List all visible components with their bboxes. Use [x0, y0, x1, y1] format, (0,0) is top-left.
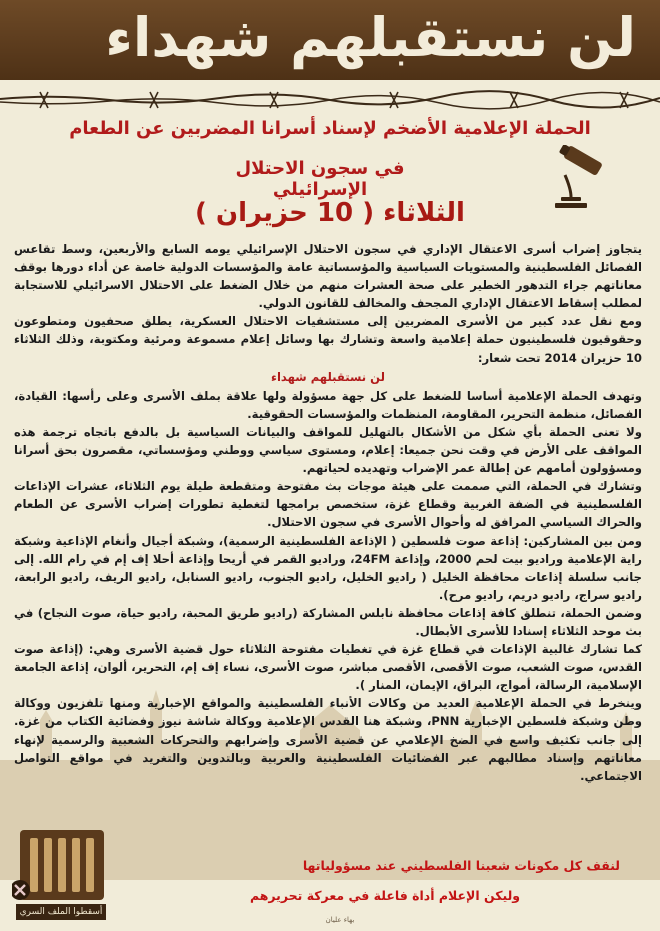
campaign-subheading: في سجون الاحتلال الإسرائيلي [235, 158, 405, 200]
campaign-heading: الحملة الإعلامية الأضخم لإسناد أسرانا المضربين عن الطعام [69, 118, 591, 139]
article-paragraph: ومن بين المشاركين: إذاعة صوت فلسطين ( الإذاعة الفلسطينية الرسمية)، وشبكة أجيال وأنغام الإذاعية وشبكة راية الإعلامية وراديو بيت لحم 2000، وإذاعة 24FM، وراديو القمر في أريحا وإذاعة أحلا إف إم في رام الله. إلى جانب سلسلة إذاعات محافظة الخليل ( راديو الخليل، راديو الجنوب، راديو السنابل، راديو الريف، راديو الرابعة، راديو سراج، راديو دريم، راديو مرح). [14, 533, 642, 602]
article-paragraph: وضمن الحملة، تنطلق كافة إذاعات محافظة نابلس المشاركة (راديو طريق المحبة، راديو حياة، صوت النجاح) في بث موحد الثلاثاء إسنادا للأسرى الأبطال. [14, 605, 642, 638]
inline-slogan: لن نستقبلهم شهداء [271, 369, 385, 384]
article-paragraph: وتشارك في الحملة، التي صممت على هيئة موجات بث مفتوحة ومتقطعة طيلة يوم الثلاثاء، عشرات الإذاعات الفلسطينية في الضفة الغربية وقطاع غزة، ستخصص برامجها لتغطية تطورات إضراب الأسرى عن الطعام والحراك السياسي المرافق له وأحوال الأسرى في سجون الاحتلال. [14, 479, 642, 530]
article-paragraph: يتجاوز إضراب أسرى الاعتقال الإداري في سجون الاحتلال الإسرائيلي يومه السابع والأربعين، وسط تقاعس الفصائل الفلسطينية والمستويات السياسية والمؤسساتية عامة والمؤسسات الدولية خاصة عن أداء دورها بوقف معاناتهم جراء التدهور الخطير على صحة العشرات منهم من خلال الضغط على الاحتلال الاسرائيلي للاستجابة لمطلب إسقاط الاعتقال الإداري المجحف والمخالف للقانون الدولي. [14, 242, 642, 311]
microphone-icon [535, 145, 605, 215]
article-paragraph: كما تشارك غالبية الإذاعات في قطاع غزة في تغطيات مفتوحة الثلاثاء حول قضية الأسرى وهي: (إذاعة صوت القدس، صوت الشعب، صوت الأقصى، الأقصى مباشر، صوت الأسرى، نساء إف إم، التحرير، ألوان، إذاعة الجامعة الإسلامية، الرسالة، أمواج، البراق، الإيمان، المنار ). [14, 642, 642, 693]
campaign-date: الثلاثاء ( 10 حزيران ) [195, 198, 465, 228]
closing-slogan-2: وليكن الإعلام أداة فاعلة في معركة تحريرهم [249, 888, 521, 903]
badge-label: أسقطوا الملف السري [16, 904, 106, 920]
barbed-wire [0, 84, 660, 114]
article-paragraph: وتهدف الحملة الإعلامية أساسا للضغط على كل جهة مسؤولة ولها علاقة بملف الأسرى وعلى رأسها: القيادة، الفصائل، منظمة التحرير، المقاومة، المنظمات والمؤسسات الحقوقية. [14, 388, 642, 421]
banner-title: لن نستقبلهم شهداء [105, 6, 636, 69]
article-paragraph: ولا تعنى الحملة بأي شكل من الأشكال بالتهليل للمواقف والبيانات السياسية بل بالدفع باتجاه ترجمة هذه المواقف على الأرض في وقت نحن جميعا: إعلام، ومستوى سياسي ووطني ومؤسساتي، مقصرون بحق أسرانا ومسؤولون أمامهم عن إطالة عمر الإضراب وتهديده لحياتهم. [14, 424, 642, 476]
main-article [14, 240, 642, 785]
closing-slogan-1: لنقف كل مكونات شعبنا الفلسطيني عند مسؤولياتها [302, 858, 620, 873]
top-banner [0, 0, 660, 80]
article-paragraph: وينخرط في الحملة الإعلامية العديد من وكالات الأنباء الفلسطينية والمواقع الإخبارية ومنها تلفزيون ووكالة وطن وشبكة فلسطين الإخبارية PNN، وشبكة هنا القدس الإعلامية ووكالة شاشة نيوز وفضائية الكتاب من غزة. إلى جانب تكثيف واسع في الضخ الإعلامي عن قضية الأسرى وإضرابهم والتحركات الشعبية والرسمية لإنهاء معاناتهم وإسناد مطالبهم عبر الفضائيات الفلسطينية والعربية وبالتدوين والتغريد في مواقع التواصل الاجتماعي. [14, 696, 643, 783]
article-paragraph: ومع نقل عدد كبير من الأسرى المضربين إلى مستشفيات الاحتلال العسكرية، يطلق صحفيون ومتطوعون وحقوقيون فلسطينيون حملة إعلامية واسعة وتشارك بها وسائل إعلام مسموعة ومرئية ومكتوبة، وذلك الثلاثاء 10 حزيران 2014 تحت شعار: [14, 314, 642, 365]
designer-credit: بهاء عليان [325, 916, 355, 924]
